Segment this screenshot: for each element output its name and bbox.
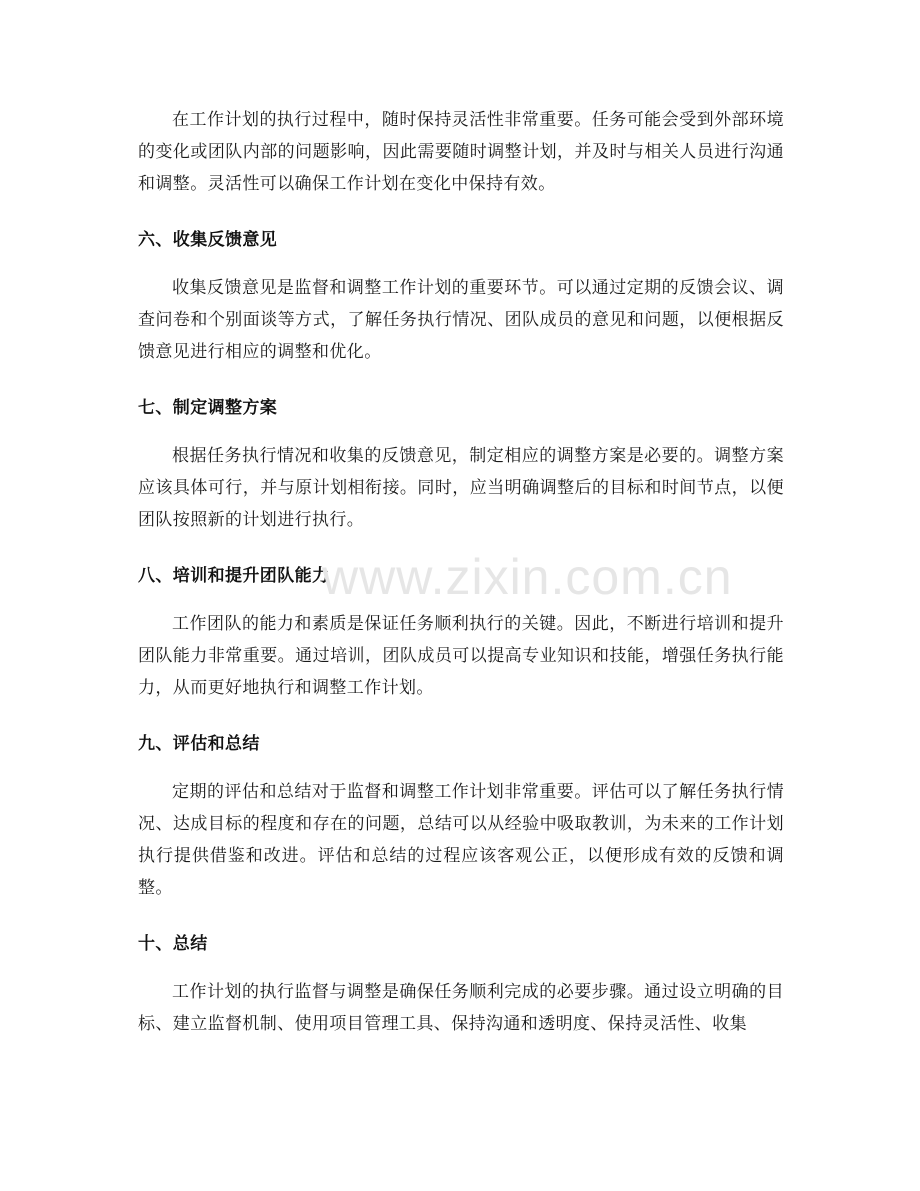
- section-heading-8: 八、培训和提升团队能力: [138, 566, 330, 586]
- section-heading-7: 七、制定调整方案: [138, 398, 278, 418]
- section-body-8: 工作团队的能力和素质是保证任务顺利执行的关键。因此，不断进行培训和提升团队能力非常重要。通过培训，团队成员可以提高专业知识和技能，增强任务执行能力，从而更好地执行和调整工作计划。: [138, 614, 784, 698]
- intro-paragraph: 在工作计划的执行过程中，随时保持灵活性非常重要。任务可能会受到外部环境的变化或团队内部的问题影响，因此需要随时调整计划，并及时与相关人员进行沟通和调整。灵活性可以确保工作计划在变化中保持有效。: [138, 110, 784, 194]
- section-heading-10: 十、总结: [138, 934, 208, 954]
- section-heading-6: 六、收集反馈意见: [138, 230, 278, 250]
- section-body-7: 根据任务执行情况和收集的反馈意见，制定相应的调整方案是必要的。调整方案应该具体可行，并与原计划相衔接。同时，应当明确调整后的目标和时间节点，以便团队按照新的计划进行执行。: [138, 446, 784, 530]
- section-body-6: 收集反馈意见是监督和调整工作计划的重要环节。可以通过定期的反馈会议、调查问卷和个别面谈等方式，了解任务执行情况、团队成员的意见和问题，以便根据反馈意见进行相应的调整和优化。: [138, 278, 784, 362]
- watermark-text: www.zixin.com.cn: [322, 549, 733, 605]
- section-body-10: 工作计划的执行监督与调整是确保任务顺利完成的必要步骤。通过设立明确的目标、建立监督机制、使用项目管理工具、保持沟通和透明度、保持灵活性、收集: [138, 982, 784, 1034]
- document-content: [138, 104, 784, 1040]
- section-body-9: 定期的评估和总结对于监督和调整工作计划非常重要。评估可以了解任务执行情况、达成目标的程度和存在的问题，总结可以从经验中吸取教训，为未来的工作计划执行提供借鉴和改进。评估和总结的过程应该客观公正，以便形成有效的反馈和调整。: [138, 782, 784, 898]
- section-heading-9: 九、评估和总结: [138, 734, 260, 754]
